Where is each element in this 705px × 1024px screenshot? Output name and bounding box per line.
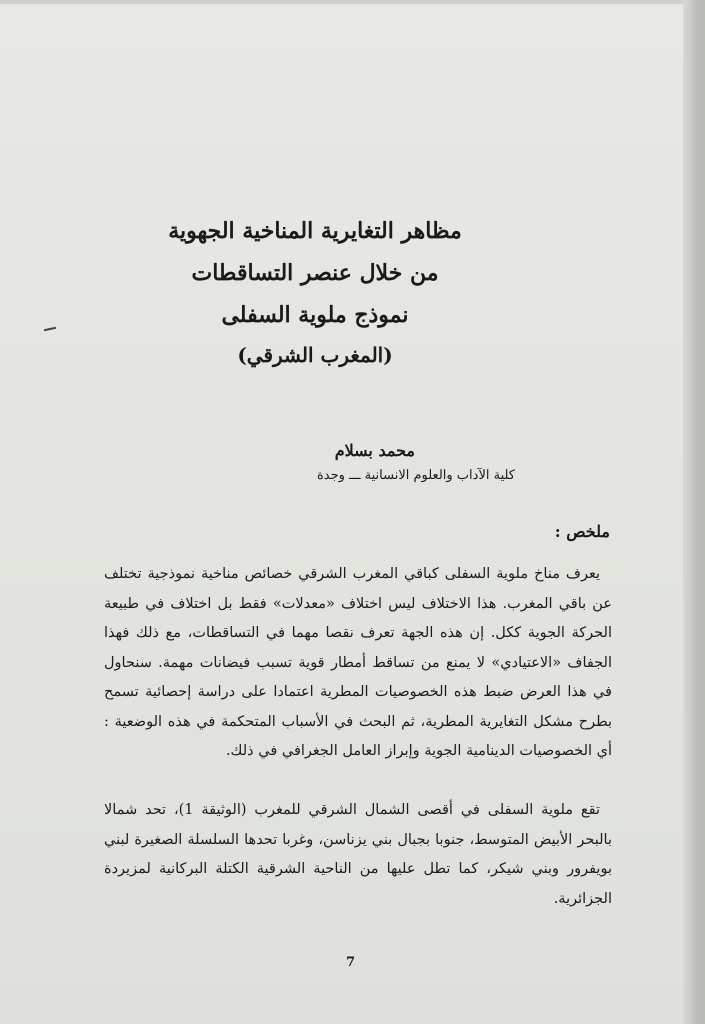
article-title [120,210,510,374]
author-affiliation: كلية الآداب والعلوم الانسانية ـــ وجدة [317,468,515,483]
title-line-3: نموذج ملوية السفلى [221,302,409,328]
body-text: تقع ملوية السفلى في أقصى الشمال الشرقي للمغرب (الوثيقة 1)، تحد شمالا بالبحر الأبيض المتوسط، جنوبا بجبال بني يزناسن، وغربا تحدها السلسلة الصغيرة لبني بويفرور وبني شيكر، كما تطل عليها من الناحية الشرقية الكتلة البركانية لمزيردة الجزائرية. [104,802,612,907]
page-top-shadow [0,0,705,4]
page-edge [683,0,705,1024]
author-name: محمد بسلام [334,441,415,460]
title-line-4: (المغرب الشرقي) [237,343,393,367]
title-line-1: مظاهر التغايرية المناخية الجهوية [168,218,462,244]
page-number: 7 [346,955,356,970]
abstract-heading: ملخص : [554,522,610,541]
margin-mark [44,327,56,331]
author-block [215,438,515,488]
body-paragraph [104,796,612,914]
title-line-2: من خلال عنصر التساقطات [191,260,439,286]
abstract-paragraph [104,560,612,767]
abstract-text: يعرف مناخ ملوية السفلى كباقي المغرب الشرقي خصائص مناخية نموذجية تختلف عن باقي المغرب. هذا الاختلاف ليس اختلاف «معدلات» فقط بل اختلاف في طبيعة الحركة الجوية ككل. إن هذه الجهة تعرف نقصا مهما في التساقطات، مع ذلك فهذا الجفاف «الاعتيادي» لا يمنع من تساقط أمطار قوية تسبب فيضانات مهمة. سنحاول في هذا العرض ضبط هذه الخصوصيات المطرية اعتمادا على دراسة إحصائية تسمح بطرح مشكل التغايرية المطرية، ثم البحث في الأسباب المتحكمة في هذه الوضعية : أي الخصوصيات الدينامية الجوية وإبراز العامل الجغرافي في ذلك. [104,566,612,759]
